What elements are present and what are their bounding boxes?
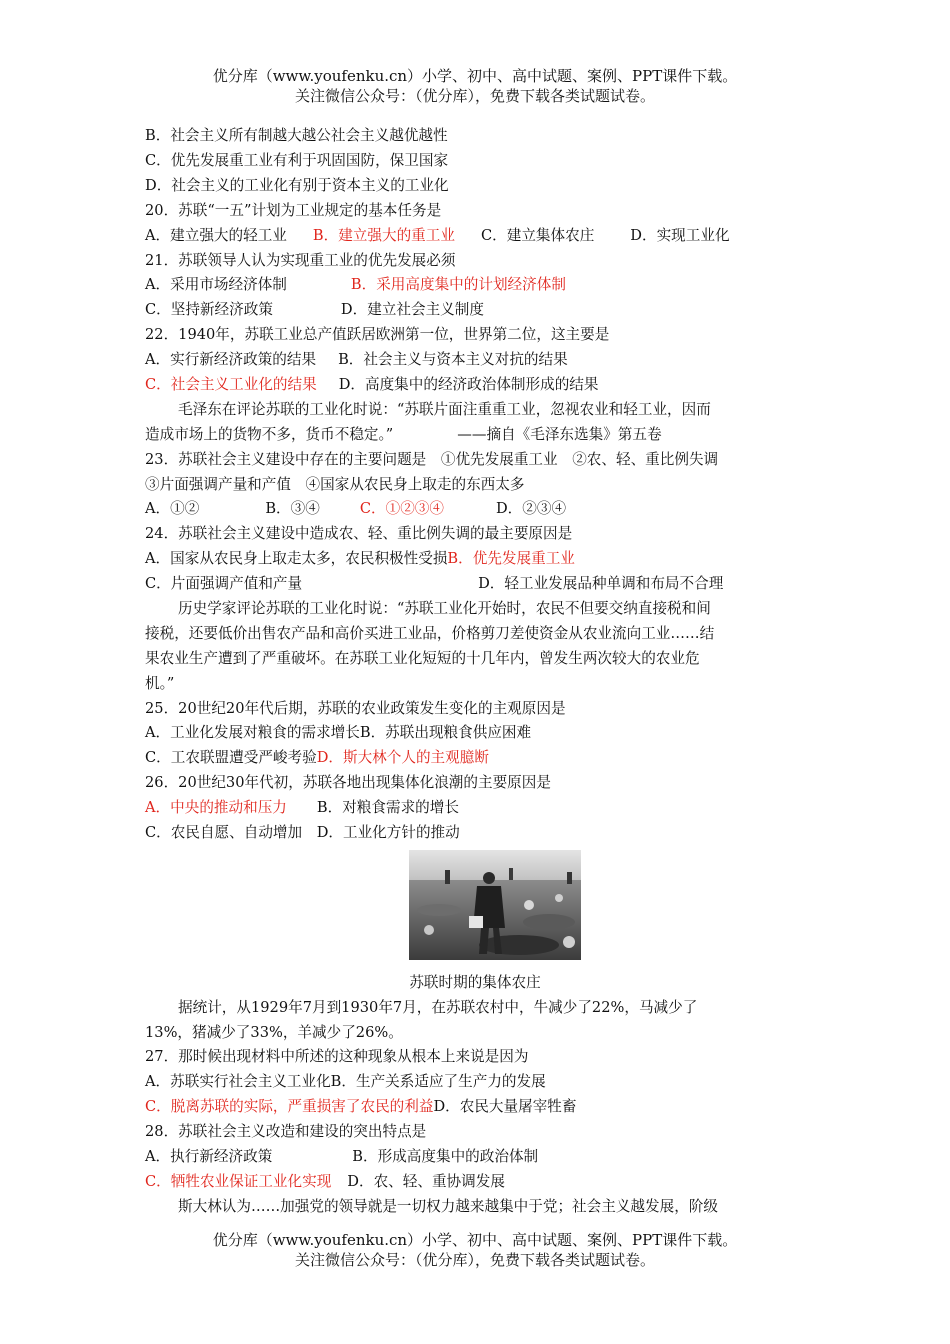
photo-caption: 苏联时期的集体农庄	[409, 974, 541, 991]
question-21-options-2	[145, 298, 484, 322]
statistics-line-1: 据统计，从1929年7月到1930年7月，在苏联农村中，牛减少了22%，马减少了	[178, 999, 698, 1016]
option-c: C．建立集体农庄	[480, 227, 595, 244]
question-23-line-2: ③片面强调产量和产值 ④国家从农民身上取走的东西太多	[145, 476, 525, 493]
header-line-1: 优分库（www.youfenku.cn）小学、初中、高中试题、案例、PPT课件下载。	[212, 67, 738, 85]
option-a: A．执行新经济政策	[145, 1148, 273, 1165]
quote-historian-line-2: 接税，还要低价出售农产品和高价买进工业品，价格剪刀差使资金从农业流向工业……结	[145, 625, 715, 642]
quote-historian-line-3: 果农业生产遭到了严重破坏。在苏联工业化短短的十几年内，曾发生两次较大的农业危	[145, 650, 700, 667]
question-22: 22．1940年，苏联工业总产值跃居欧洲第一位，世界第二位，这主要是	[145, 326, 610, 343]
answer-option-c: C．①②③④	[359, 500, 444, 517]
answer-option-b: B．优先发展重工业	[447, 550, 575, 567]
option-a: A．采用市场经济体制	[145, 276, 287, 293]
question-27-options-1: A．苏联实行社会主义工业化B．生产关系适应了生产力的发展	[145, 1073, 546, 1090]
header-line-2: 关注微信公众号：（优分库），免费下载各类试题试卷。	[294, 87, 655, 105]
statistics-line-2: 13%，猪减少了33%，羊减少了26%。	[145, 1024, 403, 1041]
answer-option-b: B．采用高度集中的计划经济体制	[350, 276, 566, 293]
footer-line-2: 关注微信公众号：（优分库），免费下载各类试题试卷。	[294, 1251, 655, 1269]
question-26-options-1	[145, 796, 459, 820]
option-b: B．对粮食需求的增长	[316, 799, 459, 816]
question-21-options-1	[145, 273, 566, 297]
question-20: 20．苏联“一五”计划为工业规定的基本任务是	[145, 202, 442, 219]
question-24-options-1	[145, 547, 575, 571]
question-28: 28．苏联社会主义改造和建设的突出特点是	[145, 1123, 427, 1140]
option-a: A．建立强大的轻工业	[145, 227, 287, 244]
question-27: 27．那时候出现材料中所述的这种现象从根本上来说是因为	[145, 1048, 529, 1065]
option-line: D．社会主义的工业化有别于资本主义的工业化	[145, 177, 449, 194]
quote-source: ——摘自《毛泽东选集》第五卷	[457, 426, 662, 443]
question-26-options-2: C．农民自愿、自动增加 D．工业化方针的推动	[145, 824, 460, 841]
option-d: D．轻工业发展品种单调和布局不合理	[478, 575, 724, 592]
answer-option-c: C．社会主义工业化的结果	[145, 376, 317, 393]
option-line: C．优先发展重工业有利于巩固国防，保卫国家	[145, 152, 449, 169]
question-25: 25．20世纪20年代后期，苏联的农业政策发生变化的主观原因是	[145, 700, 566, 717]
option-d: D．②③④	[495, 500, 567, 517]
question-26: 26．20世纪30年代初，苏联各地出现集体化浪潮的主要原因是	[145, 774, 551, 791]
question-20-options	[145, 224, 730, 248]
option-c: C．坚持新经济政策	[145, 301, 273, 318]
option-b: B．社会主义与资本主义对抗的结果	[338, 351, 568, 368]
question-23: 23．苏联社会主义建设中存在的主要问题是 ①优先发展重工业 ②农、轻、重比例失调	[145, 451, 719, 468]
question-25-options-2	[145, 746, 489, 770]
answer-option-a: A．中央的推动和压力	[145, 799, 287, 816]
option-c: C．片面强调产值和产量	[145, 575, 303, 592]
option-d: D．高度集中的经济政治体制形成的结果	[338, 376, 599, 393]
option-a: A．①②	[145, 500, 200, 517]
question-27-options-2	[145, 1095, 577, 1119]
answer-option-b: B．建立强大的重工业	[312, 227, 455, 244]
answer-option-d: D．斯大林个人的主观臆断	[316, 749, 489, 766]
quote-mao-line-2: 造成市场上的货物不多，货币不稳定。” ——摘自《毛泽东选集》第五卷	[145, 426, 662, 443]
option-a: A．国家从农民身上取走太多，农民积极性受损	[145, 550, 448, 567]
option-b: B．③④	[265, 500, 320, 517]
question-23-options	[145, 497, 566, 521]
option-d: D．实现工业化	[630, 227, 730, 244]
question-24: 24．苏联社会主义建设中造成农、轻、重比例失调的最主要原因是	[145, 525, 573, 542]
option-d: D．建立社会主义制度	[340, 301, 484, 318]
option-a: A．实行新经济政策的结果	[145, 351, 317, 368]
quote-mao-line-1: 毛泽东在评论苏联的工业化时说：“苏联片面注重重工业，忽视农业和轻工业，因而	[178, 401, 711, 418]
option-b: B．形成高度集中的政治体制	[352, 1148, 539, 1165]
answer-option-c: C．牺牲农业保证工业化实现	[145, 1173, 332, 1190]
question-24-options-2	[145, 572, 723, 596]
question-28-options-2	[145, 1170, 505, 1194]
quote-historian-line-4: 机。”	[145, 675, 175, 692]
answer-option-c: C．脱离苏联的实际，严重损害了农民的利益	[145, 1098, 434, 1115]
quote-stalin-line-1: 斯大林认为……加强党的领导就是一切权力越来越集中于党；社会主义越发展，阶级	[178, 1198, 718, 1215]
question-22-options-1	[145, 348, 568, 372]
footer-line-1: 优分库（www.youfenku.cn）小学、初中、高中试题、案例、PPT课件下载。	[212, 1231, 738, 1249]
quote-historian-line-1: 历史学家评论苏联的工业化时说：“苏联工业化开始时，农民不但要交纳直接税和间	[178, 600, 711, 617]
option-line: B．社会主义所有制越大越公社会主义越优越性	[145, 127, 448, 144]
collective-farm-photo	[409, 850, 581, 960]
question-28-options-1	[145, 1145, 538, 1169]
question-22-options-2	[145, 373, 599, 397]
question-25-options-1: A．工业化发展对粮食的需求增长B．苏联出现粮食供应困难	[145, 724, 532, 741]
option-d: D．农、轻、重协调发展	[347, 1173, 505, 1190]
option-d: D．农民大量屠宰牲畜	[433, 1098, 577, 1115]
question-21: 21．苏联领导人认为实现重工业的优先发展必须	[145, 252, 456, 269]
option-c: C．工农联盟遭受严峻考验	[145, 749, 317, 766]
